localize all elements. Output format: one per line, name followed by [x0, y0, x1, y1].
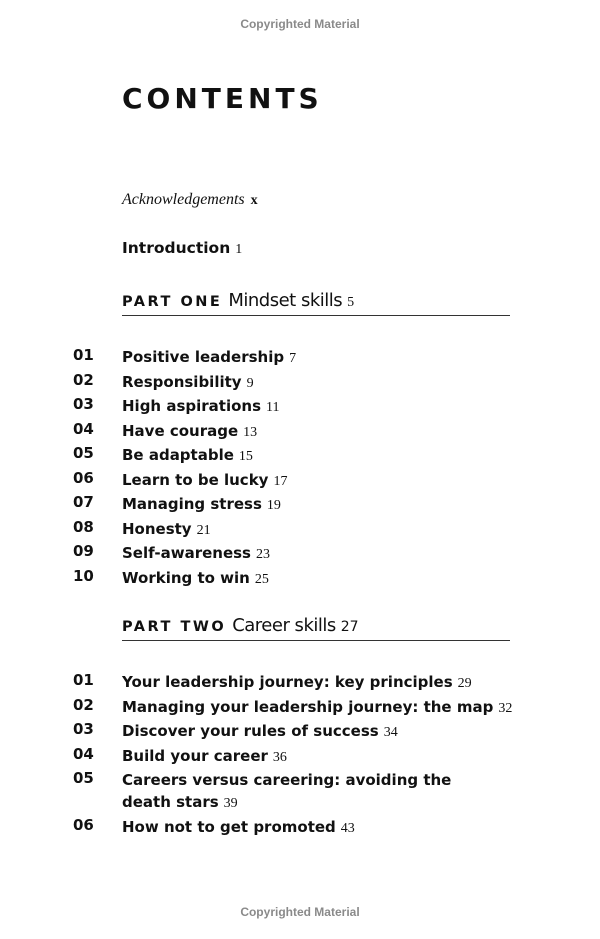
chapter-title: Responsibility — [122, 372, 242, 391]
chapter-title: Working to win — [122, 568, 250, 587]
chapter-number: 02 — [73, 370, 94, 389]
chapter-page: 43 — [340, 821, 355, 836]
chapter-title: Managing stress — [122, 495, 262, 513]
chapter-title: Have courage — [122, 421, 239, 440]
chapter-number: 06 — [73, 468, 94, 487]
chapter-title: High aspirations — [122, 397, 262, 415]
part-page: 27 — [340, 619, 359, 635]
chapter-number: 03 — [73, 395, 94, 413]
chapter-title: Managing your leadership journey: the map — [122, 697, 494, 716]
chapter-page: 15 — [238, 449, 253, 464]
chapter-number: 01 — [73, 671, 94, 689]
chapter-title: Build your career — [122, 746, 268, 765]
chapter-title: Self-awareness — [122, 544, 251, 562]
part-label: PART TWO — [122, 619, 227, 635]
chapter-number: 04 — [73, 419, 94, 438]
entry-page: 1 — [235, 242, 243, 257]
chapter-number: 02 — [73, 695, 94, 714]
chapter-title: Discover your rules of success — [122, 722, 379, 740]
chapter-page: 39 — [223, 796, 238, 811]
chapter-number: 04 — [73, 744, 94, 763]
chapter-number: 06 — [73, 816, 94, 834]
chapter-page: 36 — [272, 749, 287, 765]
chapter-page: 29 — [457, 676, 472, 691]
chapter-page: 7 — [289, 351, 297, 366]
part-name: Mindset skills — [228, 290, 343, 311]
chapter-number: 01 — [73, 346, 94, 364]
toc-entry-acknowledgements[interactable] — [122, 191, 258, 209]
chapter-number: 10 — [73, 566, 94, 585]
chapter-page: 25 — [254, 571, 269, 587]
chapter-page: 9 — [246, 375, 254, 391]
chapter-page: 23 — [256, 547, 270, 562]
chapter-title: Be adaptable — [122, 446, 234, 464]
chapter-title: Your leadership journey: key principles — [122, 673, 453, 691]
toc-entry-introduction[interactable] — [122, 239, 242, 258]
chapter-page: 32 — [498, 700, 513, 716]
chapter-number: 03 — [73, 720, 94, 738]
watermark-top: Copyrighted Material — [240, 17, 360, 31]
entry-page: x — [250, 193, 258, 208]
chapter-page: 11 — [266, 400, 280, 415]
page-title: CONTENTS — [122, 82, 323, 115]
chapter-number: 05 — [73, 769, 94, 787]
part-name: Career skills — [232, 615, 336, 636]
part-heading-one[interactable] — [122, 290, 510, 316]
chapter-title: Positive leadership — [122, 348, 285, 366]
chapter-page: 13 — [243, 424, 258, 440]
watermark-bottom: Copyrighted Material — [240, 905, 360, 919]
chapter-title: Honesty — [122, 519, 192, 538]
chapter-number: 09 — [73, 542, 94, 560]
chapter-title: Learn to be lucky — [122, 470, 269, 489]
chapter-number: 07 — [73, 493, 94, 511]
chapter-title: Careers versus careering: avoiding the death stars — [122, 771, 452, 811]
chapter-number: 05 — [73, 444, 94, 462]
chapter-page: 17 — [273, 473, 288, 489]
chapter-page: 21 — [196, 522, 211, 538]
part-page: 5 — [347, 295, 355, 310]
part-label: PART ONE — [122, 294, 223, 310]
part-heading-two[interactable] — [122, 615, 510, 641]
chapter-title: How not to get promoted — [122, 818, 336, 836]
entry-label: Introduction — [122, 239, 231, 257]
chapter-page: 34 — [383, 725, 398, 740]
entry-label: Acknowledgements — [122, 191, 245, 208]
chapter-number: 08 — [73, 517, 94, 536]
chapter-page: 19 — [266, 498, 281, 513]
